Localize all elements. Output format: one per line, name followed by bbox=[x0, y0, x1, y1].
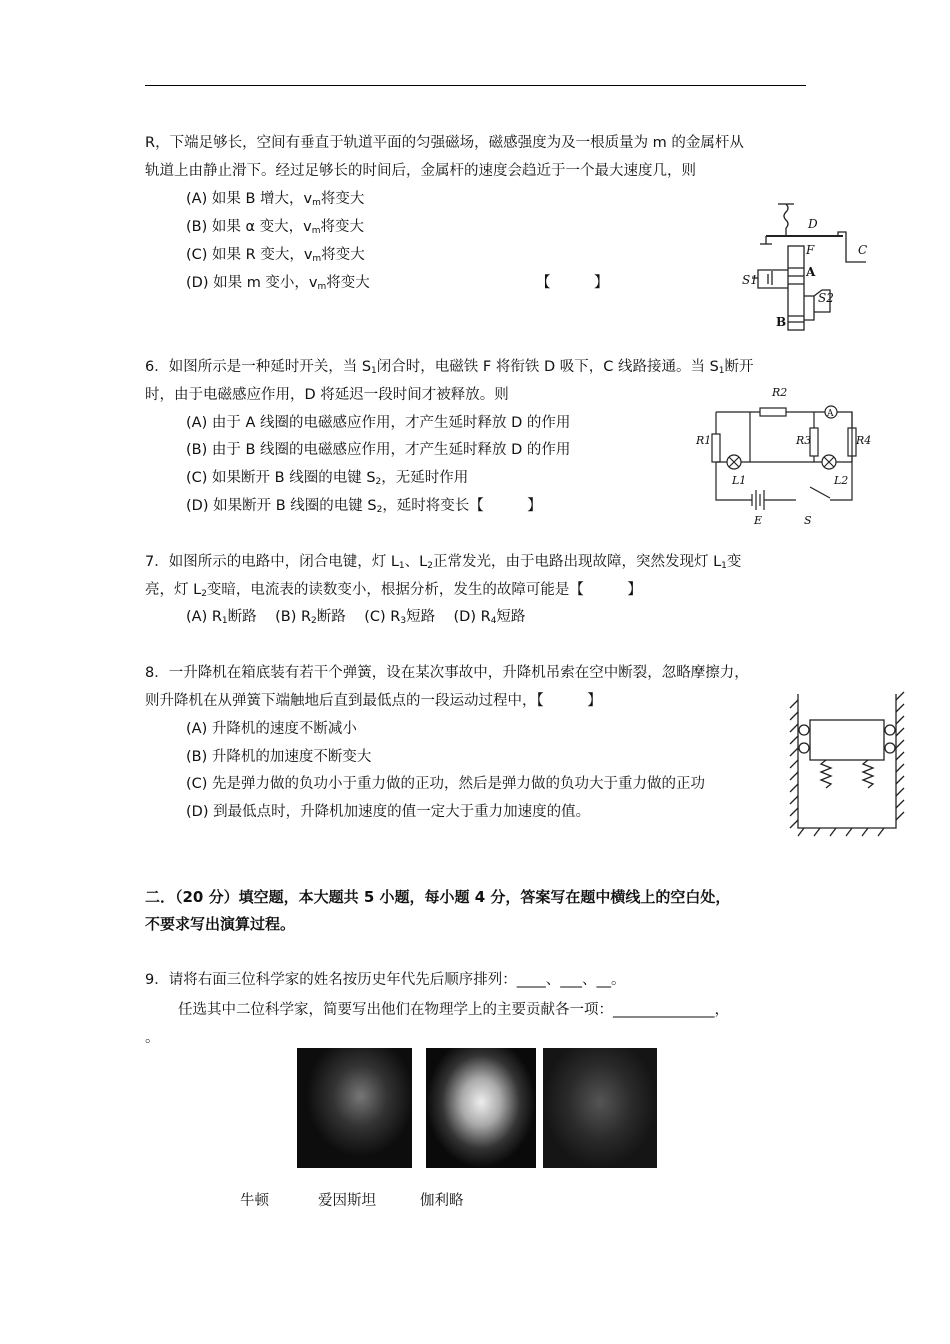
circuit-diagram bbox=[692, 382, 872, 527]
q6-option-a: (A) 由于 A 线圈的电磁感应作用，才产生延时释放 D 的作用 bbox=[186, 415, 571, 431]
svg-text:D: D bbox=[808, 217, 818, 231]
svg-text:S2: S2 bbox=[818, 291, 834, 305]
svg-text:B: B bbox=[776, 315, 787, 329]
q6-line1: 6．如图所示是一种延时开关，当 $S_1$闭合时，电磁铁 F 将衔铁 D 吸下，C 线路接通。当 $S_1$断开 bbox=[145, 359, 754, 376]
q5-option-c: (C) 如果 R 变大，$v_m$将变大 bbox=[186, 247, 365, 264]
q5-answer-bracket: 【 】 bbox=[536, 275, 609, 291]
q8-option-a: (A) 升降机的速度不断减小 bbox=[186, 721, 357, 737]
q9-line1: 9．请将右面三位科学家的姓名按历史年代先后顺序排列：____、___、__。 bbox=[145, 972, 626, 988]
svg-text:L2: L2 bbox=[834, 474, 849, 487]
name-galileo: 伽利略 bbox=[420, 1193, 464, 1209]
delay-switch-diagram bbox=[738, 198, 873, 333]
portrait-galileo bbox=[543, 1048, 657, 1168]
q6-option-d: (D) 如果断开 B 线圈的电键 $S_2$，延时将变长【 】 bbox=[186, 498, 542, 515]
svg-text:R2: R2 bbox=[772, 386, 788, 399]
svg-text:A: A bbox=[806, 265, 816, 279]
portrait-einstein bbox=[426, 1048, 536, 1168]
q5-option-a: (A) 如果 B 增大，$v_m$将变大 bbox=[186, 191, 365, 208]
q5-line1: R，下端足够长，空间有垂直于轨道平面的匀强磁场，磁感强度为及一根质量为 m 的金属杆从 bbox=[145, 135, 744, 151]
q6-line2: 时，由于电磁感应作用，D 将延迟一段时间才被释放。则 bbox=[145, 387, 509, 403]
svg-text:L1: L1 bbox=[732, 474, 747, 487]
q6-option-c: (C) 如果断开 B 线圈的电键 $S_2$，无延时作用 bbox=[186, 470, 469, 487]
q9-line2: 任选其中二位科学家，简要写出他们在物理学上的主要贡献各一项：______________， bbox=[178, 1002, 729, 1018]
section2-heading-line1: 二．（20 分）填空题，本大题共 5 小题，每小题 4 分，答案写在题中横线上的空白处， bbox=[145, 888, 731, 906]
portrait-newton bbox=[297, 1048, 412, 1168]
name-einstein: 爱因斯坦 bbox=[318, 1193, 376, 1209]
svg-text:R1: R1 bbox=[696, 434, 712, 447]
q7-line2: 亮，灯 $L_2$变暗，电流表的读数变小，根据分析，发生的故障可能是【 】 bbox=[145, 582, 642, 599]
svg-text:F: F bbox=[806, 243, 815, 257]
q8-line2: 则升降机在从弹簧下端触地后直到最低点的一段运动过程中，【 】 bbox=[145, 693, 602, 709]
section2-heading-line2: 不要求写出演算过程。 bbox=[145, 915, 296, 933]
q5-option-d: (D) 如果 m 变小，$v_m$将变大 bbox=[186, 275, 370, 292]
header-rule bbox=[145, 85, 806, 86]
svg-text:R3: R3 bbox=[796, 434, 812, 447]
q6-option-b: (B) 由于 B 线圈的电磁感应作用，才产生延时释放 D 的作用 bbox=[186, 442, 571, 458]
q8-line1: 8．一升降机在箱底装有若干个弹簧，设在某次事故中，升降机吊索在空中断裂，忽略摩擦力， bbox=[145, 665, 749, 681]
svg-text:E: E bbox=[754, 514, 763, 527]
svg-text:S: S bbox=[804, 514, 812, 527]
svg-text:A: A bbox=[827, 409, 834, 419]
q8-option-d: (D) 到最低点时，升降机加速度的值一定大于重力加速度的值。 bbox=[186, 804, 591, 820]
q7-options: (A) $R_1$断路 (B) $R_2$断路 (C) $R_3$短路 (D) $R_4$短路 bbox=[186, 609, 526, 626]
q7-line1: 7．如图所示的电路中，闭合电键，灯 $L_1$、$L_2$正常发光，由于电路出现故障，突然发现灯 $L_1$变 bbox=[145, 554, 742, 571]
svg-text:S1: S1 bbox=[742, 273, 758, 287]
svg-text:C: C bbox=[858, 243, 868, 257]
q5-option-b: (B) 如果 α 变大，$v_m$将变大 bbox=[186, 219, 365, 236]
q5-line2: 轨道上由静止滑下。经过足够长的时间后，金属杆的速度会趋近于一个最大速度几，则 bbox=[145, 163, 696, 179]
name-newton: 牛顿 bbox=[240, 1193, 269, 1209]
elevator-diagram bbox=[784, 690, 912, 842]
q9-line3: 。 bbox=[145, 1030, 160, 1046]
q8-option-c: (C) 先是弹力做的负功小于重力做的正功，然后是弹力做的负功大于重力做的正功 bbox=[186, 776, 706, 792]
svg-text:R4: R4 bbox=[856, 434, 872, 447]
q8-option-b: (B) 升降机的加速度不断变大 bbox=[186, 749, 372, 765]
